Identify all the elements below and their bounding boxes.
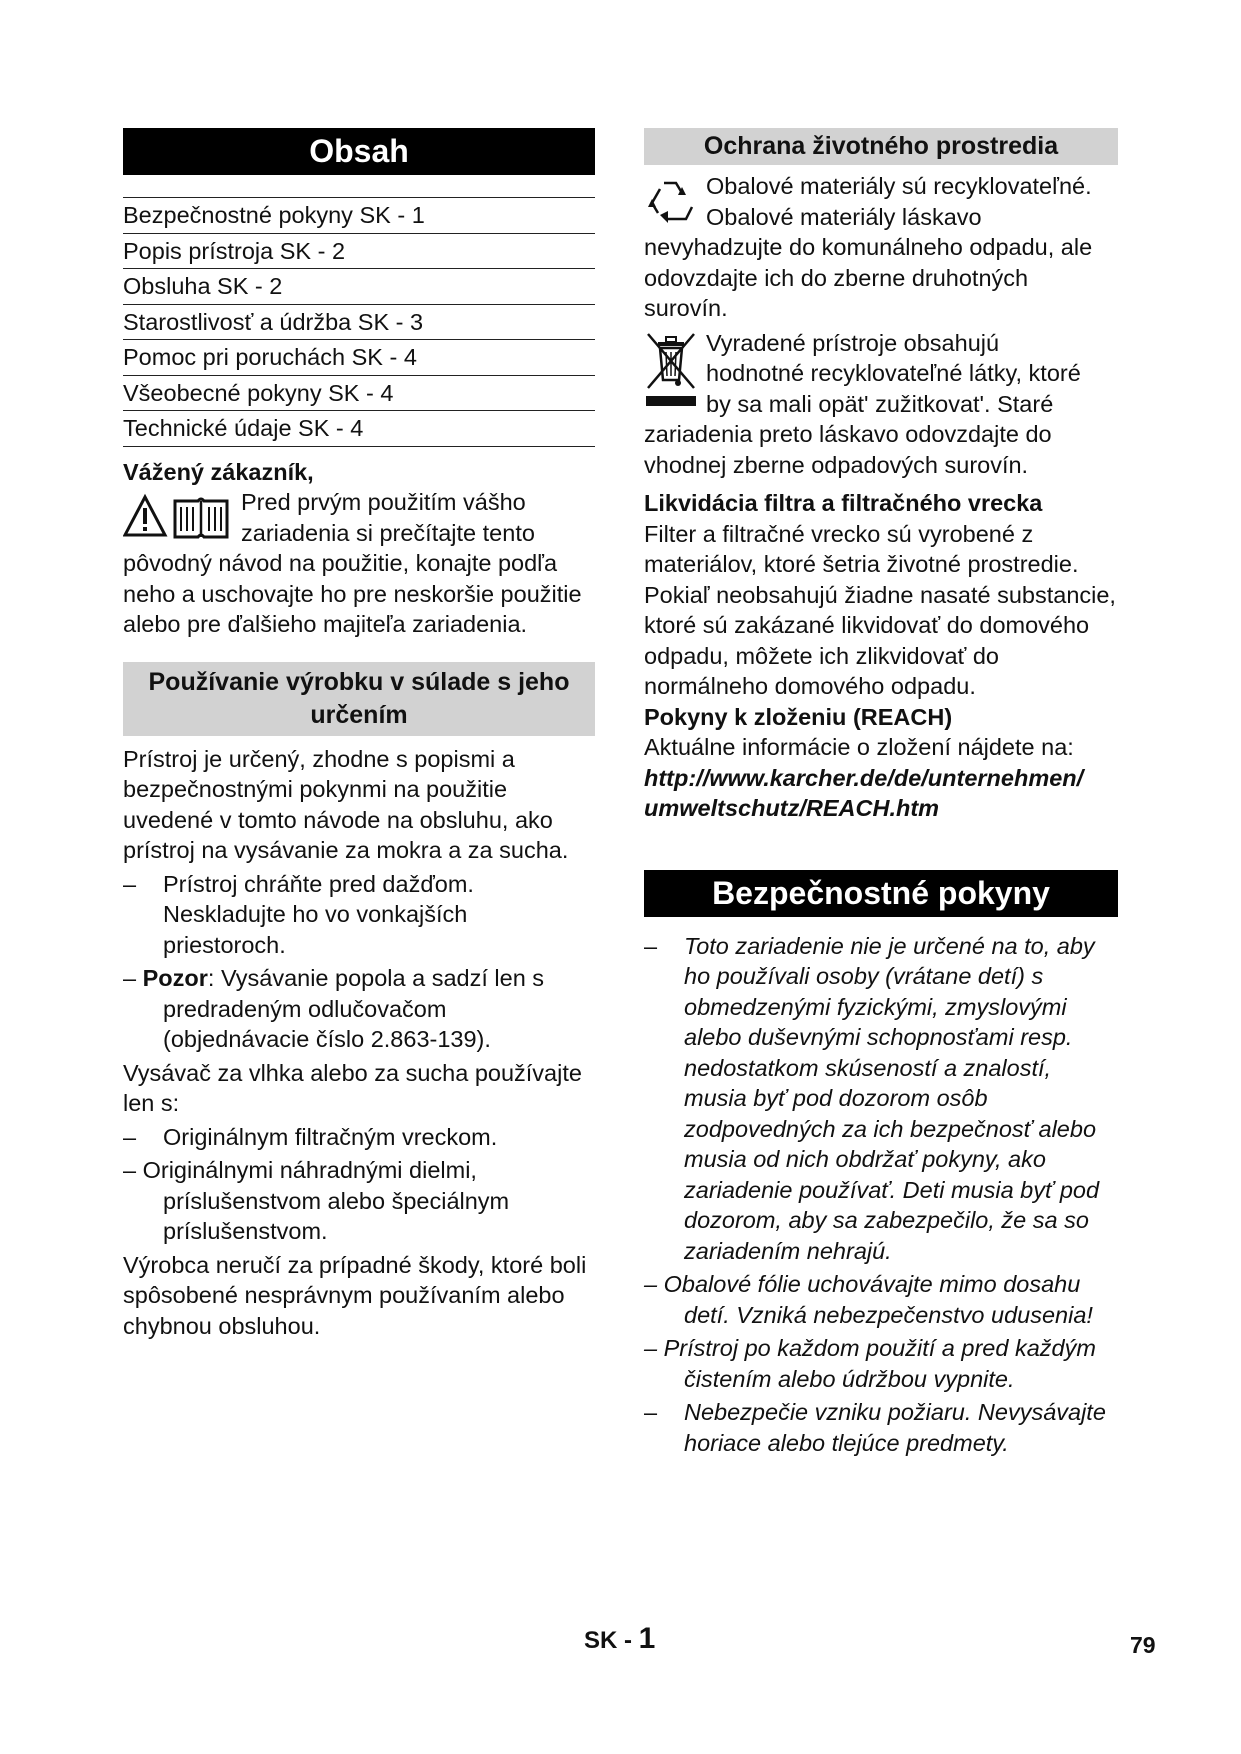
env-text: nevyhadzujte do komunálneho odpadu, ale odovzdajte ich do zberne druhotných surovín. — [644, 234, 1093, 321]
env-line: Obalové materiály láskavo — [706, 203, 982, 230]
right-column — [644, 128, 1118, 1458]
toc-item[interactable]: Popis prístroja SK - 2 — [123, 233, 595, 269]
dash-marker: – — [123, 1123, 137, 1150]
intro-line: zariadenia si prečítajte tento — [241, 519, 535, 546]
list-item: – Nebezpečie vzniku požiaru. Nevysávajte horiace alebo tlejúce predmety. — [644, 1399, 1106, 1456]
toc-item[interactable]: Pomoc pri poruchách SK - 4 — [123, 339, 595, 375]
list-item: – Prístroj po každom použití a pred každým čistením alebo údržbou vypnite. — [644, 1335, 1096, 1392]
toc-title: Obsah — [123, 128, 595, 175]
list-item: – Originálnym filtračným vreckom. — [123, 1122, 595, 1153]
intro-block — [123, 487, 595, 640]
reach-link[interactable]: umweltschutz/REACH.htm — [644, 795, 940, 821]
table-of-contents — [123, 197, 595, 447]
intro-line: Pred prvým použitím vášho — [241, 489, 526, 515]
vacuum-text: Vysávač za vlhka alebo za sucha používajte len s: — [123, 1059, 582, 1116]
use-text: Prístroj je určený, zhodne s popismi a bezpečnostnými pokynmi na použitie uvedené v tomto návode na obsluhu, ako prístroj na vysávanie za mokra a za sucha. — [123, 745, 569, 863]
dash-marker: – — [644, 932, 658, 959]
list-item: – Originálnymi náhradnými dielmi, príslušenstvom alebo špeciálnym príslušenstvom. — [123, 1157, 510, 1244]
env-line: Obalové materiály sú recyklovateľné. — [706, 173, 1092, 199]
toc-item[interactable]: Starostlivosť a údržba SK - 3 — [123, 304, 595, 340]
safety-list — [644, 931, 1118, 1459]
left-column — [123, 128, 595, 1341]
intro-text: pôvodný návod na použitie, konajte podľa neho a uschovajte ho pre neskoršie použitie alebo pre ďalšieho majiteľa zariadenia. — [123, 550, 582, 637]
env-text: zariadenia preto láskavo odovzdajte do vhodnej zberne odpadových surovín. — [644, 421, 1052, 478]
safety-heading: Bezpečnostné pokyny — [644, 870, 1118, 917]
packaging-block — [644, 171, 1118, 324]
toc-item[interactable]: Technické údaje SK - 4 — [123, 410, 595, 446]
list-item: – Toto zariadenie nie je určené na to, aby ho používali osoby (vrátane detí) s obmedzenými fyzickými, zmyslovými alebo duševnými schopnosťami resp. nedostatkom skúseností a znalostí, musia byť pod dozorom osôb zodpovedných za ich bezpečnosť alebo musia od nich obdržať pokyny, ako zariadenie používať. Deti musia byť pod dozorom, aby sa zabezpečilo, že sa so zariadením nehrajú. — [644, 932, 1100, 1264]
dash-marker: – — [644, 1335, 664, 1361]
env-line: by sa mali opät' zužitkovat'. Staré — [706, 390, 1054, 417]
crossed-bin-icon — [644, 328, 698, 419]
toc-item[interactable]: Bezpečnostné pokyny SK - 1 — [123, 197, 595, 233]
reach-text: Aktuálne informácie o zložení nájdete na: — [644, 734, 1074, 760]
greeting: Vážený zákazník, — [123, 458, 314, 485]
liability-text: Výrobca neručí za prípadné škody, ktoré boli spôsobené nesprávnym používaním alebo chybnou obsluhou. — [123, 1251, 587, 1339]
dash-marker: – — [644, 1271, 664, 1297]
reach-heading: Pokyny k zloženiu (REACH) — [644, 703, 953, 730]
list-item: – Obalové fólie uchovávajte mimo dosahu detí. Vzniká nebezpečenstvo udusenia! — [644, 1271, 1093, 1328]
dash-marker: – — [123, 965, 143, 991]
reach-link[interactable]: http://www.karcher.de/de/unternehmen/ — [644, 764, 1084, 791]
toc-item[interactable]: Obsluha SK - 2 — [123, 268, 595, 304]
recycle-icon — [646, 177, 698, 232]
dash-marker: – — [123, 1157, 143, 1183]
filter-text: Filter a filtračné vrecko sú vyrobené z materiálov, ktoré šetria životné prostredie. Pokiaľ neobsahujú žiadne nasaté substancie, ktoré sú zakázané likvidovať do domového odpadu, môžete ich zlikvidovať do normálneho domového odpadu. — [644, 520, 1116, 699]
list-item: – Pozor: Vysávanie popola a sadzí len s predradeným odlučovačom (objednávacie číslo 2.863-139). — [123, 965, 545, 1052]
weee-block — [644, 328, 1118, 481]
section-page-label: SK - 1 — [584, 1622, 656, 1655]
dash-marker: – — [123, 870, 137, 897]
use-heading: Používanie výrobku v súlade s jeho určením — [123, 662, 595, 736]
page-number: 79 — [1130, 1632, 1156, 1658]
list-item: – Prístroj chráňte pred dažďom. Neskladujte ho vo vonkajších priestoroch. — [123, 870, 474, 958]
env-heading: Ochrana životného prostredia — [644, 128, 1118, 165]
toc-item[interactable]: Všeobecné pokyny SK - 4 — [123, 375, 595, 411]
env-line: Vyradené prístroje obsahujú — [706, 329, 1000, 356]
env-line: hodnotné recyklovateľné látky, ktoré — [706, 360, 1081, 386]
filter-heading: Likvidácia filtra a filtračného vrecka — [644, 490, 1043, 516]
warning-manual-icon — [123, 493, 229, 548]
dash-marker: – — [644, 1399, 658, 1425]
